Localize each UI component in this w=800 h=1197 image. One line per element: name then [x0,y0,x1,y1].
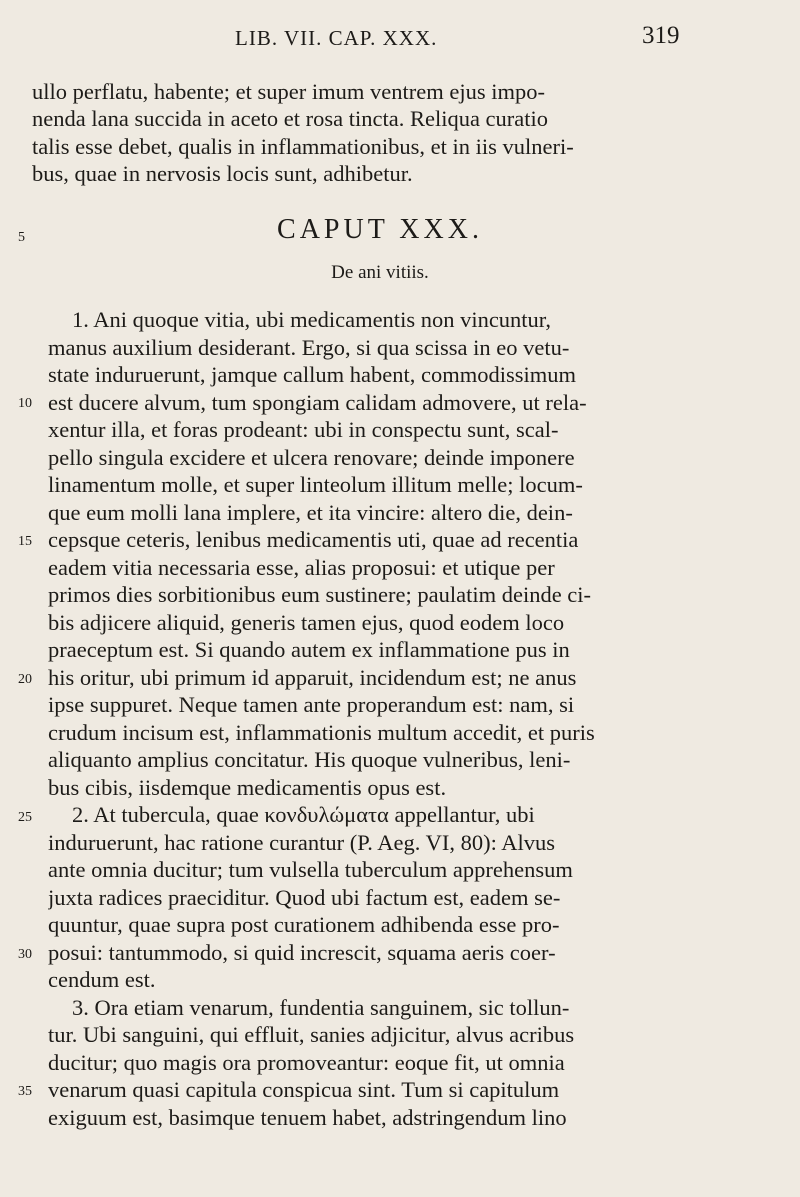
body-line: 1. Ani quoque vitia, ubi medicamentis non vincuntur, [72,307,552,332]
margin-line-number: 20 [18,672,32,687]
body-line: cendum est. [48,967,156,992]
page-number: 319 [642,22,680,49]
body-line: 2. At tubercula, quae κονδυλώματα appellantur, ubi [72,802,535,827]
body-line: ante omnia ducitur; tum vulsella tuberculum apprehensum [48,857,573,882]
intro-line: talis esse debet, qualis in inflammationibus, et in iis vulneri- [32,134,574,159]
margin-line-number: 35 [18,1084,32,1099]
body-line: praeceptum est. Si quando autem ex inflammatione pus in [48,637,570,662]
body-line: quuntur, quae supra post curationem adhibenda esse pro- [48,912,560,937]
intro-line: bus, quae in nervosis locis sunt, adhibetur. [32,161,413,186]
body-line: bus cibis, iisdemque medicamentis opus est. [48,774,447,800]
body-line: primos dies sorbitionibus eum sustinere; paulatim deinde ci- [48,582,592,607]
body-line: linamentum molle, et super linteolum illitum melle; locum- [48,472,583,497]
running-head: LIB. VII. CAP. XXX. [235,26,438,50]
body-line: ducitur; quo magis ora promoveantur: eoque fit, ut omnia [48,1049,565,1075]
margin-line-number: 25 [18,810,32,825]
body-line: manus auxilium desiderant. Ergo, si qua scissa in eo vetu- [48,334,570,360]
body-line: posui: tantummodo, si quid increscit, squama aeris coer- [48,939,556,965]
body-line: xentur illa, et foras prodeant: ubi in conspectu sunt, scal- [48,417,559,442]
body-line: his oritur, ubi primum id apparuit, incidendum est; ne anus [48,664,577,690]
body-line: bis adjicere aliquid, generis tamen ejus, quod eodem loco [48,609,565,635]
body-line: induruerunt, hac ratione curantur (P. Aeg. VI, 80): Alvus [48,829,555,855]
body-line: crudum incisum est, inflammationis multum accedit, et puris [48,719,595,745]
body-line: exiguum est, basimque tenuem habet, adstringendum lino [48,1104,567,1130]
margin-line-number: 15 [18,534,32,549]
body-line: eadem vitia necessaria esse, alias proposui: et utique per [48,554,555,580]
margin-line-number: 5 [18,230,25,245]
margin-line-number: 10 [18,396,32,411]
intro-line: ullo perflatu, habente; et super imum ventrem ejus impo- [32,79,545,104]
body-line: venarum quasi capitula conspicua sint. Tum si capitulum [48,1077,560,1102]
chapter-subtitle: De ani vitiis. [331,262,429,283]
body-line: tur. Ubi sanguini, qui effluit, sanies adjicitur, alvus acribus [48,1022,575,1047]
chapter-title: CAPUT XXX. [277,214,483,245]
body-line: 3. Ora etiam venarum, fundentia sanguinem, sic tollun- [72,994,570,1020]
body-line: state induruerunt, jamque callum habent, commodissimum [48,362,577,387]
body-line: pello singula excidere et ulcera renovare; deinde imponere [48,444,575,470]
intro-line: nenda lana succida in aceto et rosa tincta. Reliqua curatio [32,106,549,131]
margin-line-number: 30 [18,947,32,962]
body-line: que eum molli lana implere, et ita vincire: altero die, dein- [48,499,573,525]
page-header [0,22,800,52]
body-line: juxta radices praeciditur. Quod ubi factum est, eadem se- [48,884,561,910]
body-line: aliquanto amplius concitatur. His quoque vulneribus, leni- [48,747,571,772]
body-line: cepsque ceteris, lenibus medicamentis uti, quae ad recentia [48,527,579,552]
body-line: est ducere alvum, tum spongiam calidam admovere, ut rela- [48,389,587,415]
body-line: ipse suppuret. Neque tamen ante properandum est: nam, si [48,692,575,717]
